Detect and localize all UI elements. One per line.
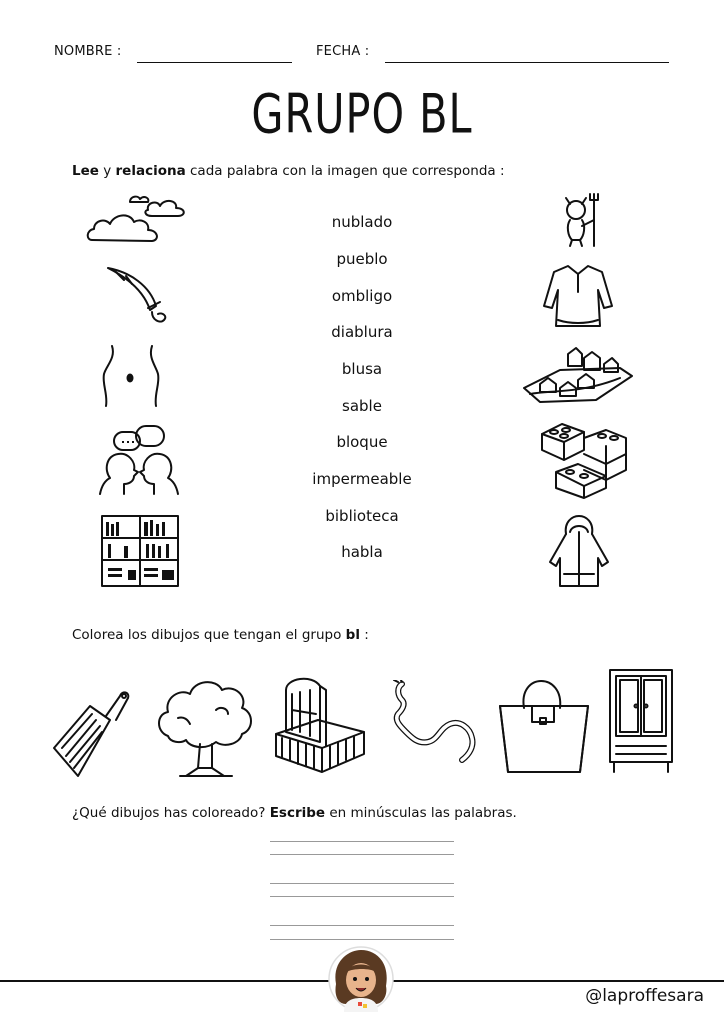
instruction2-end: : (364, 627, 369, 643)
blouse-icon (540, 262, 616, 332)
tree-icon[interactable] (154, 672, 258, 782)
cutting-board-icon[interactable] (50, 686, 136, 782)
instruction2-start: Colorea los dibujos que tengan el grupo (72, 627, 342, 643)
exercise3-instruction (72, 805, 517, 821)
date-label: FECHA : (316, 44, 370, 59)
snake-icon[interactable] (388, 680, 484, 766)
word-habla: habla (341, 543, 383, 561)
word-sable: sable (342, 397, 382, 415)
talking-heads-icon (96, 424, 182, 500)
sword-icon (104, 262, 174, 332)
word-diablura: diablura (331, 323, 393, 341)
instruction2-bold-bl: bl (345, 627, 360, 643)
devil-icon (556, 190, 606, 248)
page-title: GRUPO BL (251, 82, 473, 146)
instruction-bold-lee: Lee (72, 163, 99, 179)
word-ombligo: ombligo (331, 287, 393, 305)
village-icon (520, 344, 636, 406)
name-field[interactable] (137, 62, 292, 63)
word-biblioteca: biblioteca (325, 507, 399, 525)
author-handle: @laproffesara (585, 986, 704, 1006)
writing-line[interactable] (270, 841, 454, 842)
word-nublado: nublado (331, 213, 393, 231)
instruction3-bold-escribe: Escribe (269, 805, 326, 821)
instruction-y: y (103, 163, 112, 179)
writing-line[interactable] (270, 939, 454, 940)
date-field[interactable] (385, 62, 669, 63)
word-pueblo: pueblo (336, 250, 388, 268)
instruction3-start: ¿Qué dibujos has coloreado? (72, 805, 266, 821)
wardrobe-icon[interactable] (606, 666, 676, 778)
writing-line[interactable] (270, 925, 454, 926)
writing-line[interactable] (270, 896, 454, 897)
lego-block-icon (528, 420, 628, 500)
writing-line[interactable] (270, 854, 454, 855)
instruction-bold-relaciona: relaciona (115, 163, 186, 179)
word-impermeable: impermeable (312, 470, 412, 488)
word-blusa: blusa (341, 360, 383, 378)
raincoat-icon (544, 514, 614, 590)
name-label: NOMBRE : (54, 44, 122, 59)
balcony-icon[interactable] (272, 672, 368, 782)
writing-line[interactable] (270, 883, 454, 884)
handbag-icon[interactable] (494, 668, 594, 776)
word-bloque: bloque (336, 433, 388, 451)
navel-icon (98, 344, 164, 408)
instruction3-end: en minúsculas las palabras. (329, 805, 517, 821)
avatar (328, 946, 394, 1012)
exercise2-instruction (72, 627, 369, 643)
instruction-rest: cada palabra con la imagen que corresponda : (190, 163, 505, 179)
bookcase-icon (100, 514, 180, 588)
cloud-icon (86, 190, 192, 250)
exercise1-instruction (72, 163, 505, 179)
